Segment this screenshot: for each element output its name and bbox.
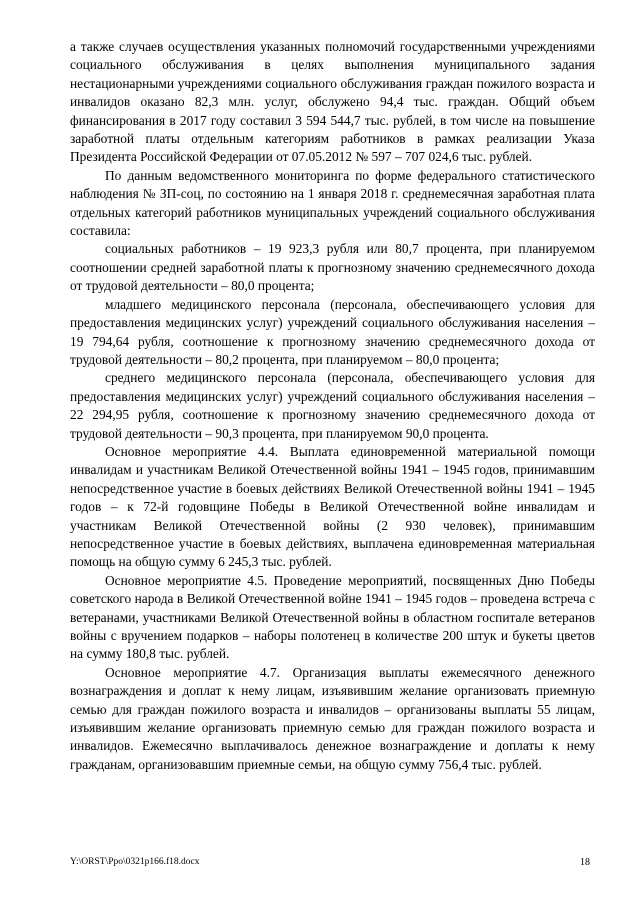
paragraph-middle-medical-staff: среднего медицинского персонала (персонала, обеспечивающего условия для предоставления медицинских услуг) учреждений социального обслуживания населения – 22 294,95 рубля, соотношение к прогнозному значению среднемесячного дохода от трудовой деятельности – 90,3 процента, при планируемом 90,0 процента. <box>70 370 595 441</box>
paragraph-junior-medical-staff: младшего медицинского персонала (персонала, обеспечивающего условия для предоставления медицинских услуг) учреждений социального обслуживания населения – 19 794,64 рубля, соотношение к прогнозному значению среднемесячного дохода от трудовой деятельности – 80,2 процента, при планируемом – 80,0 процента; <box>70 296 595 367</box>
footer-page-number: 18 <box>580 857 590 868</box>
footer-file-path: Y:\ORST\Ppo\0321p166.f18.docx <box>70 857 200 867</box>
paragraph-measure-4-5: Основное мероприятие 4.5. Проведение мероприятий, посвященных Дню Победы советского народа в Великой Отечественной войне 1941 – 1945 годов – проведена встреча с ветеранами, участниками Великой Отечественной войны в областном госпитале ветеранов войны с вручением подарков – наборы полотенец в количестве 200 штук и букеты цветов на сумму 180,8 тыс. рублей. <box>70 572 595 662</box>
paragraph-continuation: а также случаев осуществления указанных полномочий государственными учреждениями социального обслуживания в целях выполнения муниципального задания нестационарными учреждениями социального обслуживания граждан пожилого возраста и инвалидов оказано 82,3 млн. услуг, обслужено 94,4 тыс. граждан. Общий объем финансирования в 2017 году составил 3 594 544,7 тыс. рублей, в том числе на повышение заработной платы отдельным категориям работников в рамках реализации Указа Президента Российской Федерации от 07.05.2012 № 597 – 707 024,6 тыс. рублей. <box>70 39 595 165</box>
paragraph-monitoring: По данным ведомственного мониторинга по форме федерального статистического наблюдения № ЗП-соц, по состоянию на 1 января 2018 г. среднемесячная заработная плата отдельных категорий работников муниципальных учреждений социального обслуживания составила: <box>70 167 595 239</box>
paragraph-measure-4-7: Основное мероприятие 4.7. Организация выплаты ежемесячного денежного вознаграждения и доплат к нему лицам, изъявившим желание организовать приемную семью для граждан пожилого возраста и инвалидов – организованы выплаты 55 лицам, изъявившим желание организовать приемную семью для граждан пожилого возраста и инвалидов. Ежемесячно выплачивалось денежное вознаграждение и доплаты к нему гражданам, организовавшим приемные семьи, на общую сумму 756,4 тыс. рублей. <box>70 664 595 772</box>
paragraph-social-workers: социальных работников – 19 923,3 рубля или 80,7 процента, при планируемом соотношении средней заработной платы к прогнозному значению среднемесячного дохода от трудовой деятельности – 80,0 процента; <box>70 241 595 294</box>
document-body <box>70 38 595 774</box>
paragraph-measure-4-4: Основное мероприятие 4.4. Выплата единовременной материальной помощи инвалидам и участникам Великой Отечественной войны 1941 – 1945 годов, принимавшим непосредственное участие в боевых действиях Великой Отечественной войны 1941 – 1945 годов – к 72-й годовщине Победы в Великой Отечественной войне инвалидам и участникам Великой Отечественной войны (2 930 человек), принимавшим непосредственное участие в боевых действиях, выплачена единовременная материальная помощь на общую сумму 6 245,3 тыс. рублей. <box>70 443 595 570</box>
